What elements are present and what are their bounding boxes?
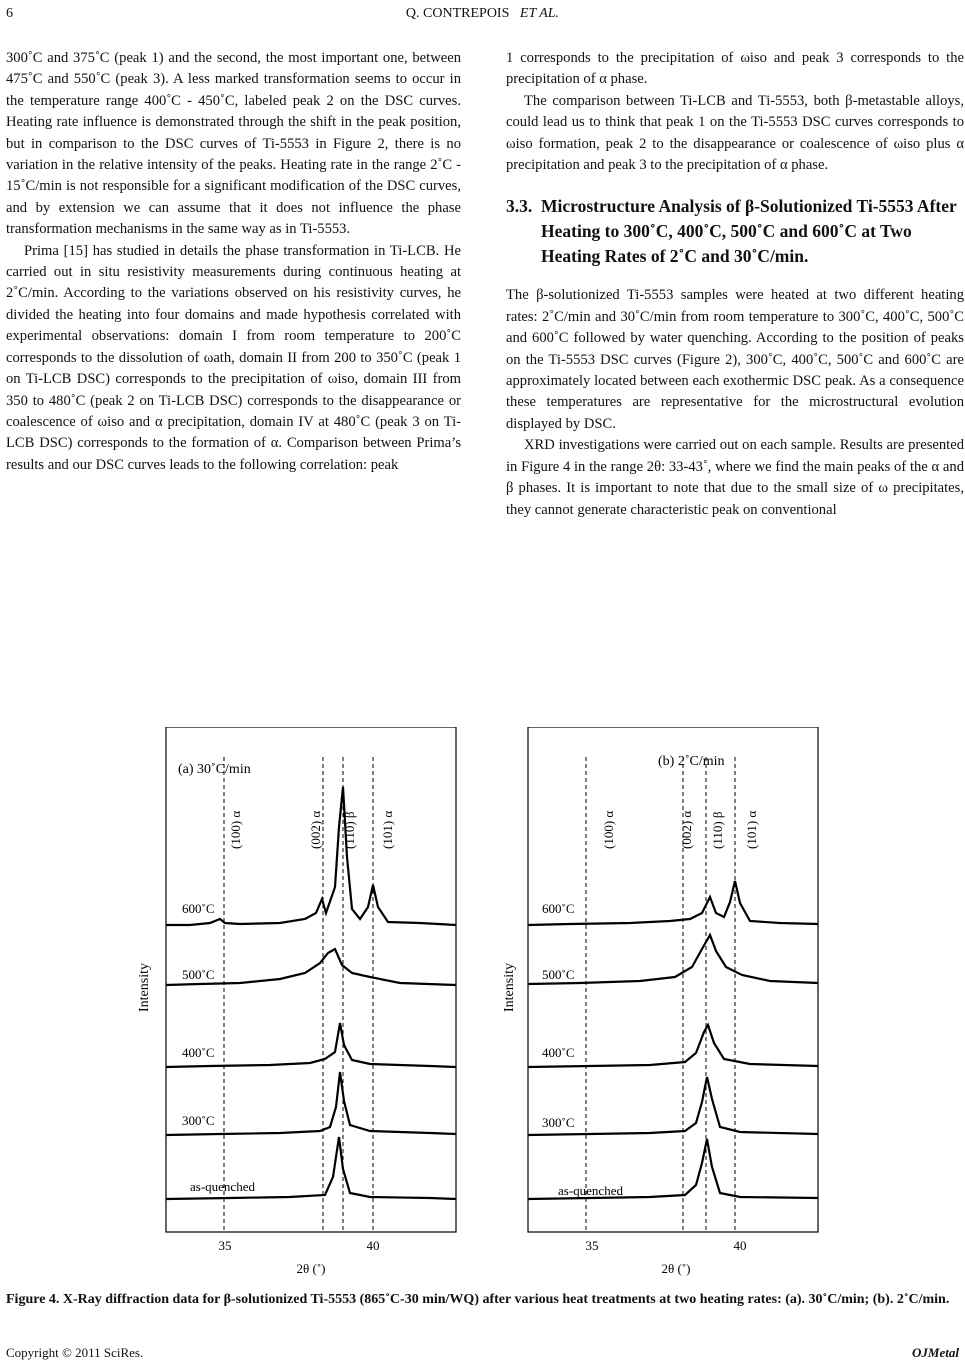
figure-4 [130, 727, 940, 1277]
xrd-figure [130, 727, 940, 1277]
header-authors: Q. CONTREPOIS [405, 6, 510, 21]
paragraph: 1 corresponds to the precipitation of ωiso and peak 3 corresponds to the precipitation of α phase. [506, 50, 964, 88]
x-tick-label: 35 [585, 1238, 599, 1253]
panel-a [137, 727, 456, 1276]
paragraph: XRD investigations were carried out on each sample. Results are presented in Figure 4 in the range 2θ: 33-43˚, where we find the main peaks of the α and β phases. It is important to note that due to the small size of ω precipitates, they cannot generate characteristic peak on conventional [506, 437, 964, 518]
y-axis-label: Intensity [137, 963, 152, 1012]
peak-label: (101) α [744, 810, 759, 849]
figure-caption: Figure 4. X-Ray diffraction data for β-solutionized Ti-5553 (865˚C-30 min/WQ) after various heat treatments at two heating rates: (a). 30˚C/min; (b). 2˚C/min. [6, 1292, 950, 1307]
peak-label: (002) α [308, 810, 323, 849]
copyright: Copyright © 2011 SciRes. [6, 1345, 144, 1360]
curve-label: 300˚C [542, 1115, 575, 1130]
paragraph: The comparison between Ti-LCB and Ti-5553, both β-metastable alloys, could lead us to think that peak 1 on the Ti-5553 DSC curves corresponds to ωiso formation, peak 2 to the disappearance or coalescence of ωiso plus α precipitation and peak 3 to the precipitation of α phase. [506, 92, 964, 174]
panel-title: (a) 30˚C/min [178, 762, 251, 777]
journal-name: OJMetal [912, 1345, 959, 1360]
curve-label: as-quenched [558, 1183, 623, 1198]
x-tick-label: 40 [733, 1238, 747, 1253]
panel-title: (b) 2˚C/min [658, 754, 725, 769]
curve-label: 600˚C [182, 901, 215, 916]
y-axis-label: Intensity [502, 963, 517, 1012]
section-heading [506, 194, 964, 269]
x-tick-label: 40 [366, 1238, 380, 1253]
header-et-al: ET AL. [519, 6, 560, 21]
right-column [506, 48, 964, 521]
x-axis-label: 2θ (˚) [296, 1261, 326, 1276]
paragraph: 300˚C and 375˚C (peak 1) and the second, the most important one, between 475˚C and 550˚C (peak 3). A less marked transformation seems to occur in the temperature range 400˚C - 450˚C, labeled peak 2 on the DSC curves. Heating rate influence is demonstrated through the shift in the peak position, but in comparison to the DSC curves of Ti-5553 in Figure 2, there is no variation in the relative intensity of the peaks. Heating rate in the range 2˚C - 15˚C/min is not responsible for a significant modification of the DSC curves, and by extension we can assume that it does not influence the phase transformation mechanisms in the same way as in Ti-5553. [6, 50, 461, 238]
x-tick-label: 35 [218, 1238, 232, 1253]
page-number: 6 [6, 6, 13, 21]
section-title: Microstructure Analysis of β-Solutionized Ti-5553 After Heating to 300˚C, 400˚C, 500˚C and 600˚C at Two Heating Rates of 2˚C and 30˚C/min. [541, 196, 957, 267]
peak-label: (100) α [228, 810, 243, 849]
curve-label: 500˚C [542, 967, 575, 982]
curve-label: 500˚C [182, 967, 215, 982]
paragraph: The β-solutionized Ti-5553 samples were heated at two different heating rates: 2˚C/min and 30˚C/min from room temperature to 300˚C, 400˚C, 500˚C and 600˚C followed by water quenching. According to the position of peaks on the Ti-5553 DSC curves (Figure 2), 300˚C, 400˚C, 500˚C and 600˚C are approximately located between each exothermic DSC peak. As a consequence these temperatures are representative for the microstructural evolution displayed by DSC. [506, 287, 964, 432]
running-header [0, 6, 965, 22]
curve-label: 300˚C [182, 1113, 215, 1128]
peak-label: (101) α [380, 810, 395, 849]
panel-b [502, 727, 818, 1276]
curve-label: 600˚C [542, 901, 575, 916]
curve-label: 400˚C [542, 1045, 575, 1060]
peak-label: (100) α [601, 810, 616, 849]
peak-label: (110) β [710, 811, 725, 849]
section-number: 3.3. [506, 196, 533, 217]
x-axis-label: 2θ (˚) [661, 1261, 691, 1276]
curve-label: 400˚C [182, 1045, 215, 1060]
left-column [6, 48, 461, 476]
peak-label: (002) α [679, 810, 694, 849]
curve-label: as-quenched [190, 1179, 255, 1194]
peak-label: (110) β [342, 811, 357, 849]
paragraph: Prima [15] has studied in details the phase transformation in Ti-LCB. He carried out in situ resistivity measurements during continuous heating at 2˚C/min. According to the variations observed on his resistivity curves, he divided the heating into four domains and made hypothesis correlated with experimental observations: domain I from room temperature to 200˚C corresponds to the dissolution of ωath, domain II from 200 to 350˚C (peak 1 on Ti-LCB DSC) corresponds to the precipitation of ωiso, domain III from 350 to 480˚C (peak 2 on Ti-LCB DSC) corresponds to the disappearance or coalescence of ωiso and α precipitation, domain IV at 480˚C (peak 3 on Ti-LCB DSC) corresponds to the formation of α. Comparison between Prima’s results and our DSC curves leads to the following correlation: peak [6, 242, 461, 473]
